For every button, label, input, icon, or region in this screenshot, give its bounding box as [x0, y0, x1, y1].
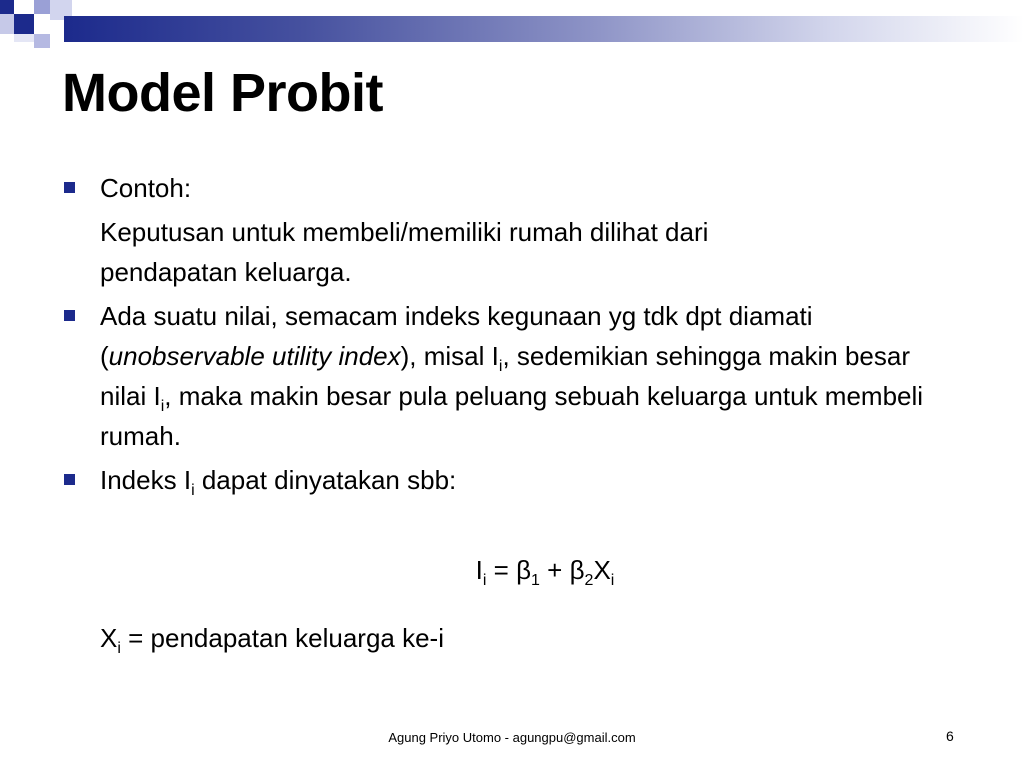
definition-variable-subscript: i — [117, 640, 121, 657]
utility-subscript-2: i — [160, 398, 165, 415]
header-square-decoration — [0, 0, 14, 14]
header-square-decoration — [0, 14, 14, 34]
header-gradient-bar — [64, 16, 1024, 42]
header-square-decoration — [14, 14, 34, 34]
definition-text: = pendapatan keluarga ke-i — [120, 623, 444, 653]
utility-text-part4: , maka makin besar pula peluang sebuah keluarga untuk membeli rumah. — [100, 381, 924, 451]
formula-beta1-subscript: 1 — [531, 572, 540, 589]
formula-plus-beta: + β — [539, 555, 585, 585]
index-text-part2: dapat dinyatakan sbb: — [194, 465, 457, 495]
square-bullet-icon — [64, 182, 75, 193]
variable-definition — [100, 618, 444, 658]
example-paragraph — [62, 212, 962, 292]
formula-x-subscript: i — [610, 572, 615, 589]
bullet-item-utility-index — [62, 296, 962, 456]
index-formula — [0, 550, 1024, 590]
utility-text-part1: Ada suatu nilai, semacam indeks kegunaan yg tdk dpt diamati ( — [100, 301, 813, 371]
index-subscript: i — [191, 482, 195, 499]
example-line-1: Keputusan untuk membeli/memiliki rumah dilihat dari — [100, 217, 709, 247]
header-square-decoration — [34, 34, 50, 48]
formula-lhs: I — [475, 555, 483, 585]
header-square-decoration — [14, 0, 34, 14]
bullet-item-index-expression — [62, 460, 962, 500]
formula-beta2-subscript: 2 — [584, 572, 594, 589]
formula-lhs-subscript: i — [482, 572, 487, 589]
square-bullet-icon — [64, 474, 75, 485]
header-square-decoration — [34, 14, 50, 34]
utility-subscript-1: i — [498, 358, 503, 375]
formula-equals-beta: = β — [486, 555, 532, 585]
header-square-decoration — [50, 20, 64, 34]
utility-text-italic: unobservable utility index — [108, 341, 401, 371]
slide-body — [62, 168, 962, 500]
header-square-decoration — [34, 0, 50, 14]
utility-text-part3: , sedemikian sehingga makin besar nilai I — [100, 341, 910, 411]
slide-title: Model Probit — [62, 63, 383, 123]
definition-variable: X — [100, 623, 118, 653]
bullet-label: Contoh: — [100, 173, 192, 203]
header-square-decoration — [14, 34, 34, 42]
formula-x: X — [593, 555, 611, 585]
example-line-2: pendapatan keluarga. — [100, 257, 352, 287]
bullet-item-example — [62, 168, 962, 208]
index-text-part1: Indeks I — [100, 465, 192, 495]
square-bullet-icon — [64, 310, 75, 321]
slide-footer: Agung Priyo Utomo - agungpu@gmail.com — [388, 730, 636, 745]
page-number: 6 — [946, 728, 954, 744]
utility-text-part2: ), misal I — [400, 341, 499, 371]
